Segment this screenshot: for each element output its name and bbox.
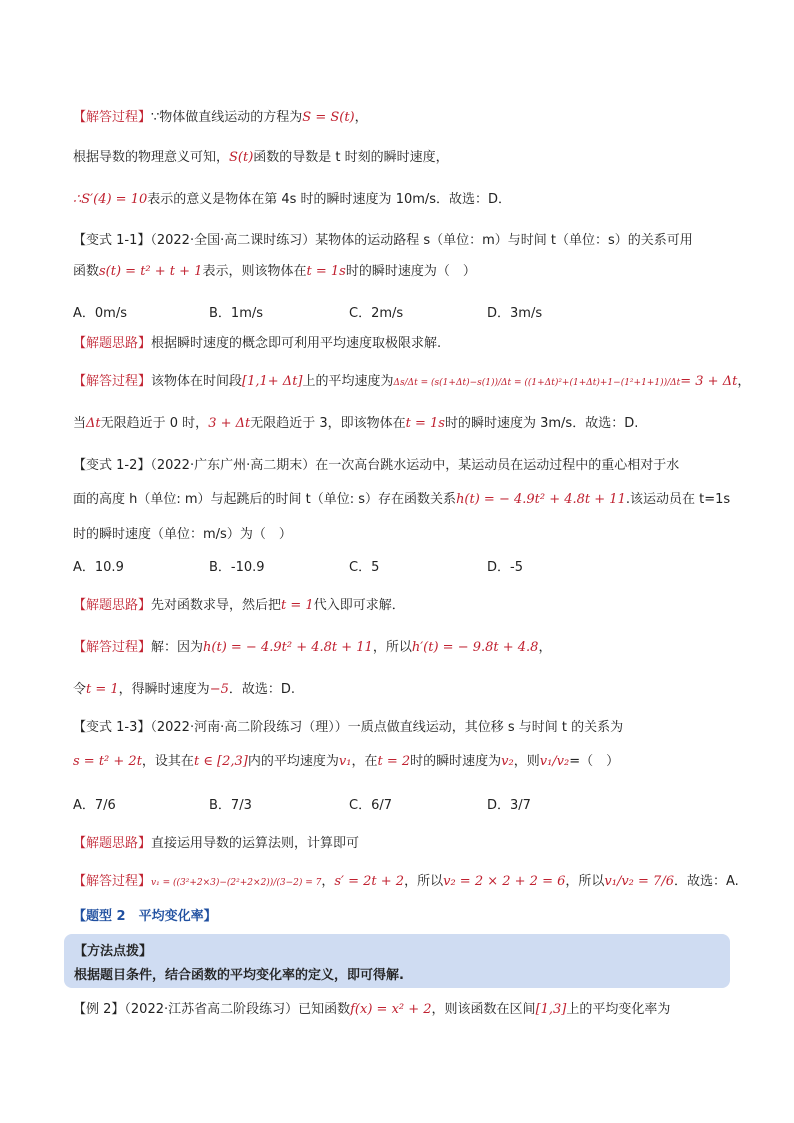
math-expr: s = t² + 2t xyxy=(73,754,142,769)
question-line: 【变式 1-2】（2022·广东广州·高二期末）在一次高台跳水运动中，某运动员在运动过程中的重心相对于水 xyxy=(73,458,680,473)
math-expr: v₁/v₂ = 7/6 xyxy=(604,874,674,889)
math-expr: h(t) = − 4.9t² + 4.8t + 11 xyxy=(456,492,626,507)
answer-tag: 【解答过程】 xyxy=(73,110,152,125)
question-line: 【变式 1-1】（2022·全国·高二课时练习）某物体的运动路程 s（单位：m）与时间 t（单位：s）的关系可用 xyxy=(73,233,693,248)
section-heading: 【题型 2 平均变化率】 xyxy=(73,909,217,924)
math-expr: t = 2 xyxy=(377,754,411,769)
math-expr: v₂ xyxy=(501,754,514,769)
option-a: A．10.9 xyxy=(73,560,124,575)
option-a: A．0m/s xyxy=(73,306,127,321)
options-row xyxy=(73,796,734,816)
text-line: ∴S′(4) = 10表示的意义是物体在第 4s 时的瞬时速度为 10m/s．故选：D． xyxy=(73,192,512,207)
math-fraction: Δs/Δt = (s(1+Δt)−s(1))/Δt = ((1+Δt)²+(1+Δt)+1−(1²+1+1))/Δt xyxy=(393,378,681,388)
option-c: C．2m/s xyxy=(349,306,404,321)
math-expr: S = S(t) xyxy=(302,110,355,125)
answer-line: 【解答过程】该物体在时间段[1,1+ Δt]上的平均速度为Δs/Δt = (s(1+Δt)−s(1))/Δt = ((1+Δt)²+(1+Δt)+1−(1²+1+1))/Δt= 3 + Δt， xyxy=(73,374,751,389)
options-row xyxy=(73,304,734,324)
answer-line: 【解答过程】v₁ = ((3²+2×3)−(2²+2×2))/(3−2) = 7，s′ = 2t + 2，所以v₂ = 2 × 2 + 2 = 6，所以v₁/v₂ = 7/6．故选：A. xyxy=(73,874,739,889)
math-expr: t = 1 xyxy=(281,598,314,613)
answer-line: 【解答过程】解：因为h(t) = − 4.9t² + 4.8t + 11，所以h′(t) = − 9.8t + 4.8， xyxy=(73,640,552,655)
math-expr: s′ = 2t + 2 xyxy=(334,874,405,889)
math-expr: h′(t) = − 9.8t + 4.8 xyxy=(411,640,539,655)
math-expr: f(x) = x² + 2 xyxy=(350,1002,432,1017)
option-a: A．7/6 xyxy=(73,798,116,813)
option-d: D．3/7 xyxy=(487,798,531,813)
math-expr: v₁/v₂ xyxy=(539,754,570,769)
math-expr: 3 + Δt xyxy=(208,416,251,431)
math-expr: v₂ = 2 × 2 + 2 = 6 xyxy=(443,874,566,889)
math-expr: t = 1s xyxy=(405,416,445,431)
option-b: B．1m/s xyxy=(209,306,264,321)
math-expr: t = 1 xyxy=(86,682,119,697)
option-b: B．7/3 xyxy=(209,798,252,813)
tip-title: 【方法点拨】 xyxy=(74,944,153,959)
math-expr: [1,1+ Δt] xyxy=(242,374,303,389)
option-d: D．-5 xyxy=(487,560,523,575)
math-expr: s(t) = t² + t + 1 xyxy=(99,264,203,279)
math-expr: v₁ xyxy=(338,754,352,769)
option-d: D．3m/s xyxy=(487,306,543,321)
math-expr: t = 1s xyxy=(306,264,346,279)
option-c: C．5 xyxy=(349,560,380,575)
math-expr: S(t) xyxy=(229,150,254,165)
math-expr: Δt xyxy=(86,416,101,431)
question-line: 函数s(t) = t² + t + 1表示，则该物体在t = 1s时的瞬时速度为（ ） xyxy=(73,264,476,279)
question-line: 面的高度 h（单位: m）与起跳后的时间 t（单位: s）存在函数关系h(t) = − 4.9t² + 4.8t + 11.该运动员在 t=1s xyxy=(73,492,731,507)
math-expr: = 3 + Δt xyxy=(680,374,738,389)
answer-line: 【解答过程】∵物体做直线运动的方程为S = S(t)， xyxy=(73,110,368,125)
answer-line: 令t = 1，得瞬时速度为−5．故选：D. xyxy=(73,682,296,697)
question-line: 时的瞬时速度（单位：m/s）为（ ） xyxy=(73,527,292,542)
answer-line: 当Δt无限趋近于 0 时，3 + Δt无限趋近于 3，即该物体在t = 1s时的瞬时速度为 3m/s．故选：D. xyxy=(73,416,639,431)
tip-text: 根据题目条件，结合函数的平均变化率的定义，即可得解. xyxy=(74,968,404,983)
text-line: 根据导数的物理意义可知，S(t)函数的导数是 t 时刻的瞬时速度， xyxy=(73,150,449,165)
question-line: 【变式 1-3】（2022·河南·高二阶段练习（理））一质点做直线运动，其位移 s 与时间 t 的关系为 xyxy=(73,720,624,735)
method-tip-box xyxy=(64,934,730,988)
option-c: C．6/7 xyxy=(349,798,392,813)
question-line: s = t² + 2t，设其在t ∈ [2,3]内的平均速度为v₁，在t = 2时的瞬时速度为v₂，则v₁/v₂=（ ） xyxy=(73,754,620,769)
option-b: B．-10.9 xyxy=(209,560,265,575)
math-expr: −5 xyxy=(209,682,229,697)
hint-line: 【解题思路】直接运用导数的运算法则，计算即可 xyxy=(73,836,360,851)
options-row xyxy=(73,558,734,578)
math-expr: t ∈ [2,3] xyxy=(193,754,248,769)
math-expr: [1,3] xyxy=(535,1002,567,1017)
math-fraction: v₁ = ((3²+2×3)−(2²+2×2))/(3−2) = 7 xyxy=(151,878,322,888)
hint-line: 【解题思路】根据瞬时速度的概念即可利用平均速度取极限求解. xyxy=(73,336,442,351)
example-line: 【例 2】（2022·江苏省高二阶段练习）已知函数f(x) = x² + 2，则该函数在区间[1,3]上的平均变化率为 xyxy=(73,1002,671,1017)
math-expr: h(t) = − 4.9t² + 4.8t + 11 xyxy=(203,640,373,655)
math-expr: ∴S′(4) = 10 xyxy=(73,192,148,207)
hint-line: 【解题思路】先对函数求导，然后把t = 1代入即可求解． xyxy=(73,598,405,613)
